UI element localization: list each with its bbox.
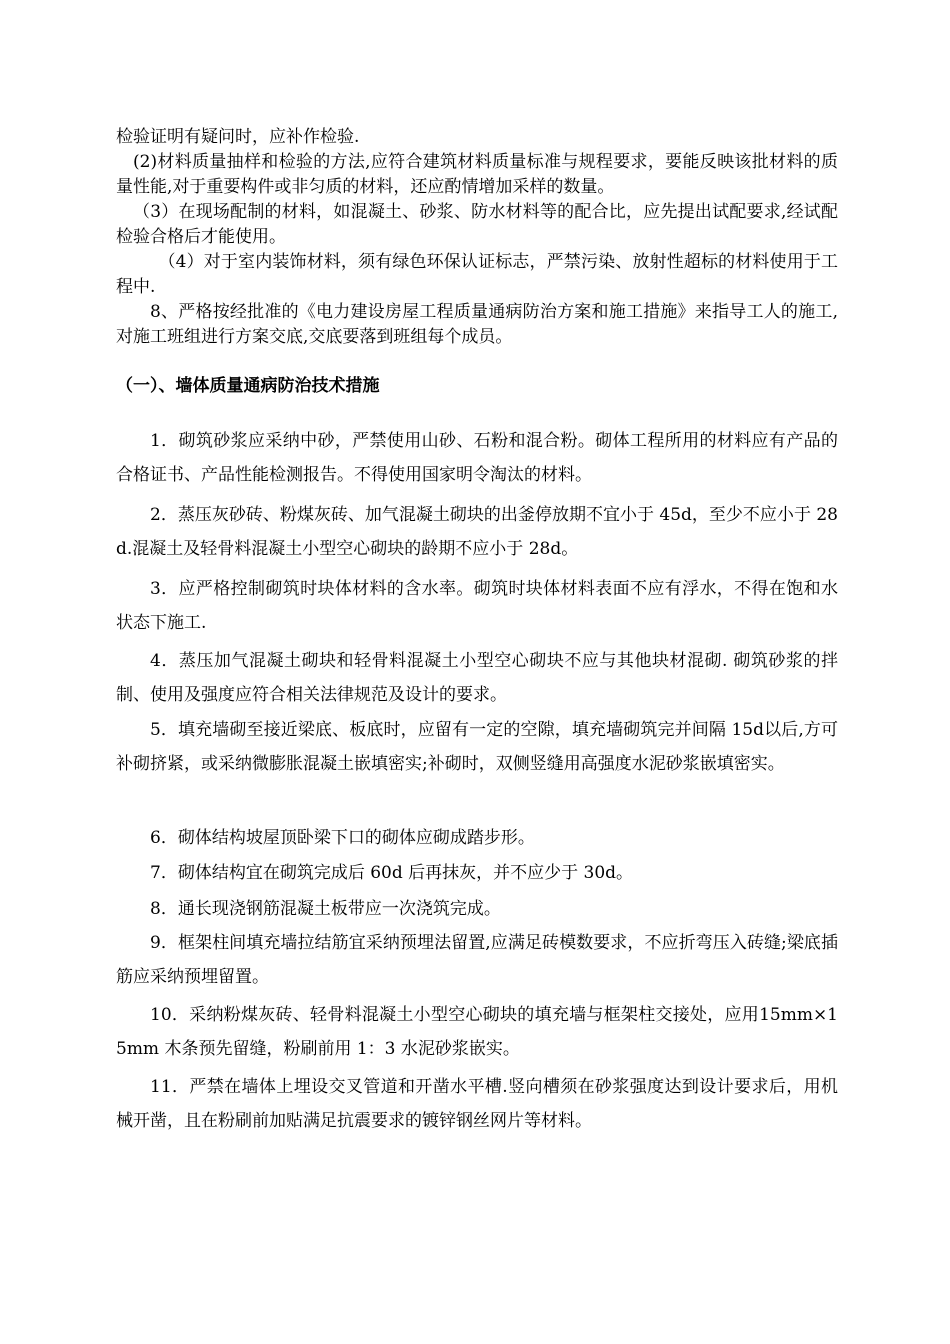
- section-heading: （一）、墙体质量通病防治技术措施: [116, 376, 380, 396]
- list-item-11: 11．严禁在墙体上埋设交叉管道和开凿水平槽.竖向槽须在砂浆强度达到设计要求后，用机械开凿，且在粉刷前加贴满足抗震要求的镀锌钢丝网片等材料。: [116, 1077, 838, 1131]
- intro-paragraph-2: (2)材料质量抽样和检验的方法,应符合建筑材料质量标准与规程要求，要能反映该批材料的质量性能,对于重要构件或非匀质的材料，还应酌情增加采样的数量。: [116, 152, 838, 197]
- list-item-2: 2．蒸压灰砂砖、粉煤灰砖、加气混凝土砌块的出釜停放期不宜小于 45d，至少不应小于 28d.混凝土及轻骨料混凝土小型空心砌块的龄期不应小于 28d。: [116, 505, 838, 559]
- list-item-1: 1．砌筑砂浆应采纳中砂，严禁使用山砂、石粉和混合粉。砌体工程所用的材料应有产品的合格证书、产品性能检测报告。不得使用国家明令淘汰的材料。: [116, 431, 838, 485]
- list-item-4: 4．蒸压加气混凝土砌块和轻骨料混凝土小型空心砌块不应与其他块材混砌. 砌筑砂浆的拌制、使用及强度应符合相关法律规范及设计的要求。: [116, 651, 838, 705]
- intro-paragraph-1: 检验证明有疑问时，应补作检验.: [116, 127, 360, 147]
- list-item-5: 5．填充墙砌至接近梁底、板底时，应留有一定的空隙，填充墙砌筑完并间隔 15d以后,方可补砌挤紧，或采纳微膨胀混凝土嵌填密实;补砌时，双侧竖缝用高强度水泥砂浆嵌填密实。: [116, 720, 838, 774]
- list-item-7: 7．砌体结构宜在砌筑完成后 60d 后再抹灰，并不应少于 30d。: [150, 863, 634, 883]
- intro-paragraph-3: （3）在现场配制的材料，如混凝土、砂浆、防水材料等的配合比，应先提出试配要求,经试配检验合格后才能使用。: [116, 202, 838, 247]
- intro-paragraph-5: 8、严格按经批准的《电力建设房屋工程质量通病防治方案和施工措施》来指导工人的施工,对施工班组进行方案交底,交底要落到班组每个成员。: [116, 302, 838, 347]
- list-item-9: 9．框架柱间填充墙拉结筋宜采纳预埋法留置,应满足砖模数要求，不应折弯压入砖缝;梁底插筋应采纳预埋留置。: [116, 933, 838, 987]
- list-item-8: 8．通长现浇钢筋混凝土板带应一次浇筑完成。: [150, 899, 501, 919]
- list-item-10: 10．采纳粉煤灰砖、轻骨料混凝土小型空心砌块的填充墙与框架柱交接处，应用15mm×15mm 木条预先留缝，粉刷前用 1：3 水泥砂浆嵌实。: [116, 1005, 838, 1059]
- list-item-3: 3．应严格控制砌筑时块体材料的含水率。砌筑时块体材料表面不应有浮水，不得在饱和水状态下施工.: [116, 579, 838, 633]
- intro-paragraph-4: （4）对于室内装饰材料，须有绿色环保认证标志，严禁污染、放射性超标的材料使用于工程中.: [116, 252, 838, 297]
- list-item-6: 6．砌体结构坡屋顶卧梁下口的砌体应砌成踏步形。: [150, 828, 535, 848]
